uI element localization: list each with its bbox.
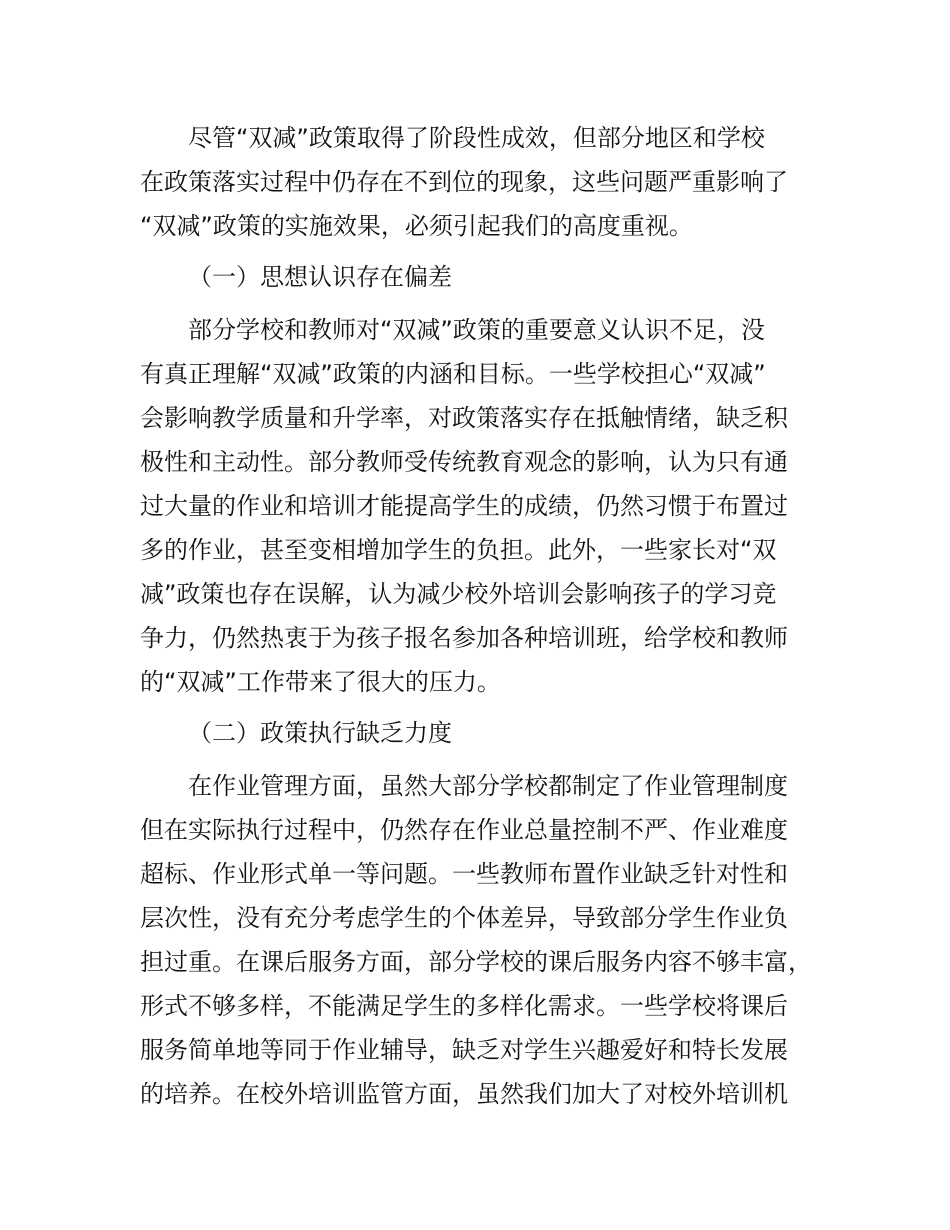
body1-line-1: 部分学校和教师对“双减”政策的重要意义认识不足，没 [188, 316, 765, 344]
body1-line-7: 减”政策也存在误解，认为减少校外培训会影响孩子的学习竞 [140, 580, 777, 608]
body2-line-7: 服务简单地等同于作业辅导，缺乏对学生兴趣爱好和特长发展 [140, 1036, 788, 1064]
section-heading-2: （二）政策执行缺乏力度 [188, 719, 452, 747]
body1-line-2: 有真正理解“双减”政策的内涵和目标。一些学校担心“双减” [140, 360, 766, 388]
body2-line-4: 层次性，没有充分考虑学生的个体差异，导致部分学生作业负 [140, 904, 788, 932]
body1-line-4: 极性和主动性。部分教师受传统教育观念的影响，认为只有通 [140, 448, 788, 476]
body2-line-1: 在作业管理方面，虽然大部分学校都制定了作业管理制度 [188, 772, 788, 800]
body2-line-3: 超标、作业形式单一等问题。一些教师布置作业缺乏针对性和 [140, 860, 788, 888]
intro-line-2: 在政策落实过程中仍存在不到位的现象，这些问题严重影响了 [140, 168, 788, 196]
body2-line-5: 担过重。在课后服务方面，部分学校的课后服务内容不够丰富， [140, 948, 812, 976]
section-heading-1: （一）思想认识存在偏差 [188, 263, 452, 291]
intro-line-1: 尽管“双减”政策取得了阶段性成效，但部分地区和学校 [188, 124, 765, 152]
body1-line-5: 过大量的作业和培训才能提高学生的成绩，仍然习惯于布置过 [140, 492, 788, 520]
body2-line-6: 形式不够多样，不能满足学生的多样化需求。一些学校将课后 [140, 992, 788, 1020]
body2-line-2: 但在实际执行过程中，仍然存在作业总量控制不严、作业难度 [140, 816, 788, 844]
body1-line-8: 争力，仍然热衷于为孩子报名参加各种培训班，给学校和教师 [140, 624, 788, 652]
body1-line-6: 多的作业，甚至变相增加学生的负担。此外，一些家长对“双 [140, 536, 777, 564]
body1-line-3: 会影响教学质量和升学率，对政策落实存在抵触情绪，缺乏积 [140, 404, 788, 432]
intro-line-3: “双减”政策的实施效果，必须引起我们的高度重视。 [140, 212, 693, 240]
body2-line-8: 的培养。在校外培训监管方面，虽然我们加大了对校外培训机 [140, 1080, 788, 1108]
body1-line-9: 的“双减”工作带来了很大的压力。 [140, 668, 501, 696]
